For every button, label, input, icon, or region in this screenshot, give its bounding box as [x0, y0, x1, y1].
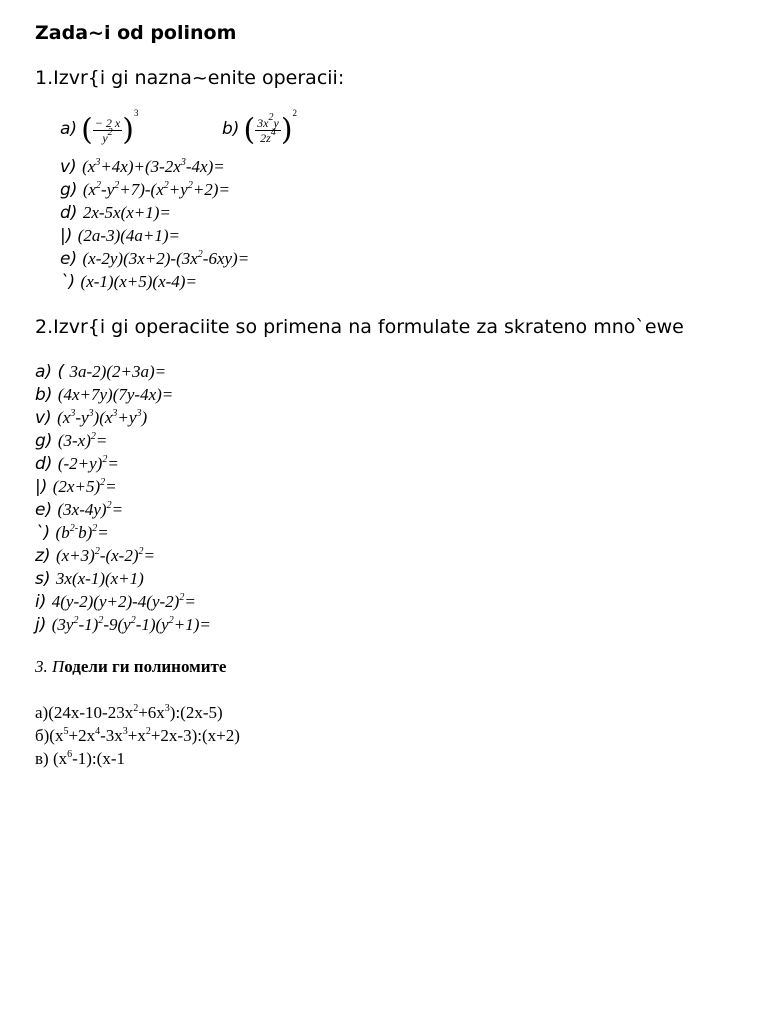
item-label: `) — [35, 523, 56, 543]
exponent: 2- — [69, 523, 79, 534]
expression-text: (x-1)(x+5)(x-4)= — [80, 272, 197, 291]
item-expression — [56, 546, 155, 565]
expression-text: -y — [101, 180, 115, 199]
expression-text: = — [105, 477, 117, 496]
fraction-b — [255, 111, 281, 145]
exponent: 2 — [106, 500, 112, 511]
exponent: 2 — [197, 249, 203, 260]
expression-text: +4x)+(3-2x — [100, 157, 181, 176]
exponent: 2 — [96, 180, 102, 191]
expression-text: = — [97, 523, 109, 542]
item-label: j) — [35, 615, 52, 635]
expression-text: = — [111, 500, 124, 519]
expression-text: (x+3) — [55, 546, 95, 565]
fraction-b-numerator-exponent: 2 — [268, 111, 274, 123]
item-expression — [58, 385, 173, 404]
expression-text: (3-x) — [57, 431, 91, 450]
section3-item — [35, 725, 240, 747]
section1-item-b: b) ( $\frac{3x^2y}{2z^4}$ )$^2$ — [222, 108, 298, 148]
expression-text: +7)-(x — [119, 180, 164, 199]
expression-text: -9(y — [103, 615, 131, 634]
exponent: 3 — [136, 408, 142, 419]
expression-text: +y — [117, 408, 137, 427]
section1-item — [60, 179, 230, 201]
expression-text: (x-2y)(3x+2)-(3x — [82, 249, 198, 268]
expression-text: +y — [168, 180, 188, 199]
expression-text: 2x-5x(x+1)= — [82, 203, 171, 222]
item-expression — [52, 615, 211, 634]
section3-item — [35, 748, 125, 770]
item-expression — [58, 500, 124, 519]
section2-item — [35, 499, 123, 521]
exponent: 3 — [88, 408, 94, 419]
item-expression — [83, 249, 250, 268]
fraction-b-numerator: 3x — [257, 115, 269, 130]
item-label: d) — [35, 454, 58, 474]
expression-text: = — [143, 546, 155, 565]
item-label: e) — [60, 249, 83, 269]
item-label: g) — [35, 431, 58, 451]
section3-item — [35, 702, 223, 724]
expression-text: ) — [141, 408, 148, 427]
item-expression — [35, 749, 125, 768]
exponent: 3 — [164, 703, 170, 714]
item-expression — [81, 272, 197, 291]
exponent: 2 — [168, 615, 174, 626]
exponent: 2 — [73, 615, 79, 626]
exponent: 2 — [138, 546, 144, 557]
expression-text: (3y — [51, 615, 74, 634]
expression-text: -y — [75, 408, 89, 427]
expression-text: -(x-2) — [99, 546, 139, 565]
expression-text: = — [184, 592, 196, 611]
item-label: v) — [35, 408, 58, 428]
exponent: 6 — [67, 749, 73, 760]
expression-text: (b — [55, 523, 70, 542]
fraction-a-denominator: y — [102, 130, 108, 145]
section1-item — [60, 202, 171, 224]
exponent: 2 — [94, 546, 100, 557]
expression-text: b) — [78, 523, 93, 542]
section2-item — [35, 614, 211, 636]
expression-text: = — [95, 431, 108, 450]
section2-item — [35, 384, 173, 406]
item-label: v) — [60, 157, 83, 177]
exponent: 3 — [112, 408, 118, 419]
expression-text: -1):(x-1 — [72, 749, 125, 768]
exponent: 2 — [179, 592, 185, 603]
item-expression — [56, 569, 144, 588]
expression-text: (2a-3)(4a+1)= — [77, 226, 181, 245]
expression-text: (4x+7y)(7y-4x)= — [57, 385, 174, 404]
exponent: 2 — [133, 703, 139, 714]
exponent: 5 — [63, 726, 69, 737]
exponent: 2 — [163, 180, 169, 191]
expression-text: (x — [57, 408, 71, 427]
item-label: a) — [60, 119, 78, 139]
fraction-a-numerator: − 2 x — [94, 115, 121, 130]
exponent: 2 — [114, 180, 120, 191]
exponent: 2 — [102, 454, 108, 465]
item-label: e) — [35, 500, 58, 520]
expression-text: +x — [127, 726, 146, 745]
section2-heading: 2.Izvr{i gi operaciite so primena na formulate za skrateno mno`ewe — [35, 316, 684, 338]
item-expression — [83, 203, 171, 222]
section2-item — [35, 361, 166, 383]
expression-text: в) (x — [35, 749, 68, 768]
exponent: 4 — [95, 726, 101, 737]
section2-item — [35, 453, 119, 475]
exponent: 2 — [100, 477, 106, 488]
fraction-b-denominator: 2z — [260, 130, 271, 145]
item-label: s) — [35, 569, 56, 589]
expression-text: +2x — [68, 726, 96, 745]
expression-text: 4(y-2)(y+2)-4(y-2) — [51, 592, 180, 611]
item-expression — [58, 454, 119, 473]
expression-text: = — [107, 454, 119, 473]
exponent: 2 — [92, 523, 98, 534]
section2-item — [35, 407, 147, 429]
expression-text: +2x-3):(x+2) — [150, 726, 240, 745]
item-label: z) — [35, 546, 56, 566]
item-expression — [82, 157, 225, 176]
item-expression — [83, 180, 230, 199]
item-expression — [57, 408, 147, 427]
expression-text: -1)(y — [135, 615, 169, 634]
expression-text: -4x)= — [185, 157, 225, 176]
section3-heading — [35, 657, 226, 677]
item-expression — [35, 703, 223, 722]
item-expression — [53, 477, 117, 496]
section2-item — [35, 430, 107, 452]
expression-text: 3a-2)(2+3a)= — [69, 362, 167, 381]
section2-item — [35, 476, 117, 498]
section2-item — [35, 568, 144, 590]
fraction-b-power: 2 — [292, 108, 298, 118]
expression-text: +2)= — [192, 180, 230, 199]
item-label: b) — [222, 119, 240, 139]
exponent: 3 — [180, 157, 186, 168]
section2-item — [35, 591, 196, 613]
item-label: `) — [60, 272, 81, 292]
item-expression — [78, 226, 180, 245]
expression-text: б)(x — [35, 726, 64, 745]
expression-text: -3x — [100, 726, 123, 745]
exponent: 3 — [70, 408, 76, 419]
section1-item — [60, 248, 249, 270]
item-expression — [58, 431, 108, 450]
fraction-a — [93, 116, 122, 145]
expression-text: -6xy)= — [202, 249, 250, 268]
fraction-b-denominator-exponent: 4 — [270, 126, 276, 138]
page-title: Zada~i od polinom — [35, 22, 237, 44]
section1-item — [60, 225, 180, 247]
expression-text: +6x — [138, 703, 165, 722]
expression-text: (x — [82, 180, 97, 199]
section1-item-a: a) ( $\frac{- 2 x}{y^2}$ )$^3$ — [60, 108, 139, 148]
expression-text: +1)= — [173, 615, 211, 634]
item-expression — [35, 726, 240, 745]
section3-heading-text: одели ги полиномите — [64, 657, 227, 676]
exponent: 3 — [122, 726, 128, 737]
item-label: b) — [35, 385, 58, 405]
section2-item — [35, 522, 109, 544]
item-expression — [56, 523, 109, 542]
item-label: a) ( — [35, 362, 70, 382]
item-label: g) — [60, 180, 83, 200]
expression-text: -1) — [78, 615, 99, 634]
expression-text: а)(24x-10-23x — [35, 703, 134, 722]
exponent: 2 — [90, 431, 96, 442]
expression-text: (-2+y) — [57, 454, 103, 473]
section1-item — [60, 156, 225, 178]
expression-text: )(x — [93, 408, 113, 427]
item-expression — [70, 362, 167, 381]
item-label: |) — [35, 477, 53, 497]
expression-text: ):(2x-5) — [169, 703, 223, 722]
section1-item — [60, 271, 197, 293]
section1-heading: 1.Izvr{i gi nazna~enite operacii: — [35, 67, 345, 89]
section3-heading-number: 3. П — [35, 657, 65, 676]
exponent: 2 — [145, 726, 151, 737]
expression-text: (2x+5) — [52, 477, 101, 496]
expression-text: (3x-4y) — [57, 500, 107, 519]
exponent: 2 — [98, 615, 104, 626]
expression-text: 3x(x-1)(x+1) — [55, 569, 144, 588]
fraction-b-numerator-tail: y — [273, 115, 279, 130]
exponent: 2 — [130, 615, 136, 626]
item-label: i) — [35, 592, 52, 612]
item-label: |) — [60, 226, 78, 246]
fraction-a-denominator-exponent: 2 — [107, 126, 113, 138]
section2-item — [35, 545, 155, 567]
fraction-a-power: 3 — [133, 108, 139, 118]
exponent: 3 — [95, 157, 101, 168]
item-label: d) — [60, 203, 83, 223]
exponent: 2 — [187, 180, 193, 191]
expression-text: (x — [82, 157, 96, 176]
item-expression — [52, 592, 196, 611]
